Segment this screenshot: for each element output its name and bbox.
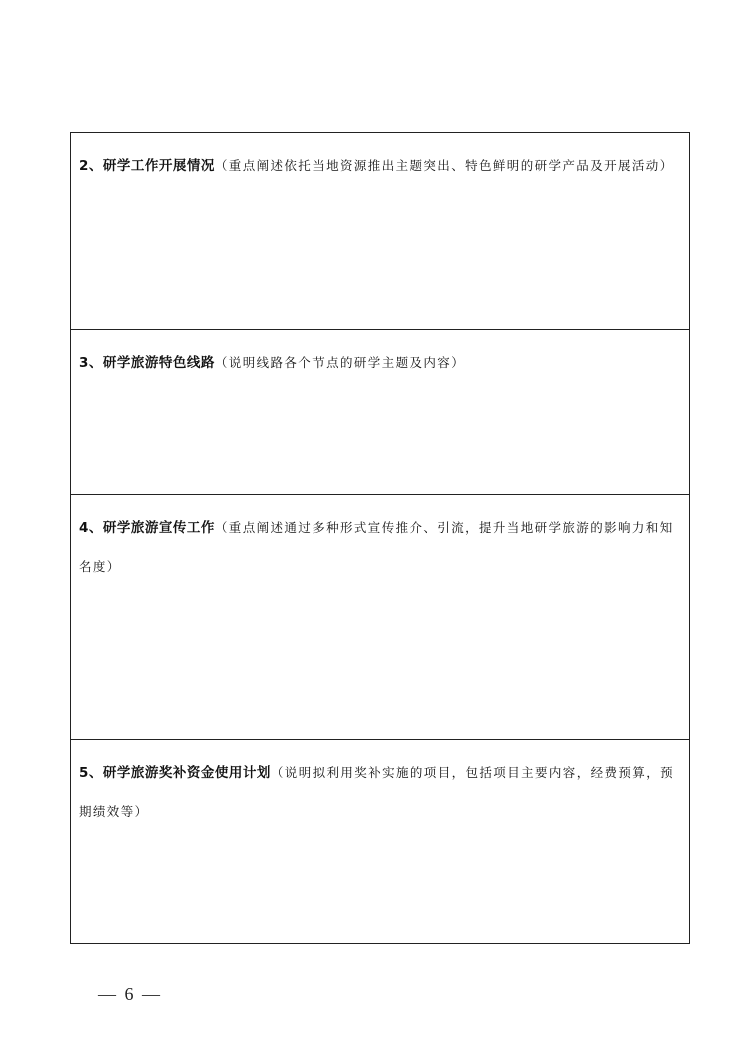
section-text xyxy=(79,147,681,186)
section-note: （重点阐述依托当地资源推出主题突出、特色鲜明的研学产品及开展活动） xyxy=(214,158,674,173)
section-note: （说明拟利用奖补实施的项目，包括项目主要内容，经费预算，预期绩效等） xyxy=(79,765,675,819)
section-title: 5、研学旅游奖补资金使用计划 xyxy=(79,765,271,781)
section-text xyxy=(79,754,681,832)
section-text xyxy=(79,509,681,587)
section-text xyxy=(79,344,681,383)
section-title: 2、研学工作开展情况 xyxy=(79,158,215,174)
application-form-table xyxy=(70,132,690,944)
section-title: 3、研学旅游特色线路 xyxy=(79,355,215,371)
section-research-work-status xyxy=(71,133,689,330)
section-promotion-work xyxy=(71,495,689,740)
section-featured-routes xyxy=(71,330,689,495)
section-note: （说明线路各个节点的研学主题及内容） xyxy=(214,355,466,370)
section-title: 4、研学旅游宣传工作 xyxy=(79,520,215,536)
page-number: — 6 — xyxy=(98,984,162,1004)
section-subsidy-fund-plan xyxy=(71,740,689,943)
section-note: （重点阐述通过多种形式宣传推介、引流，提升当地研学旅游的影响力和知名度） xyxy=(79,520,674,574)
